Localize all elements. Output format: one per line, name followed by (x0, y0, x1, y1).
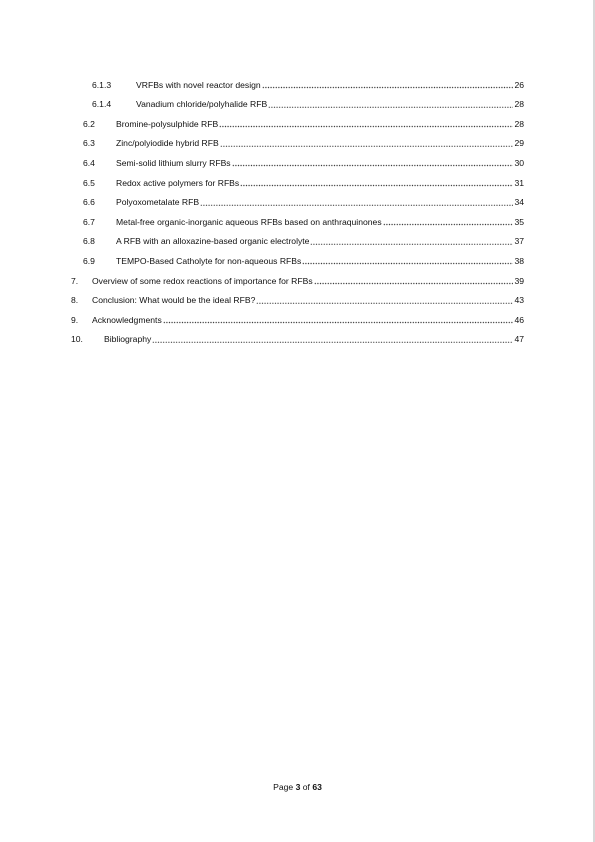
toc-entry-6-2[interactable] (71, 110, 524, 130)
toc-page-number: 43 (514, 295, 524, 306)
toc-title: Conclusion: What would be the ideal RFB? (92, 295, 256, 306)
dot-leader (240, 178, 513, 187)
dot-leader (200, 197, 513, 206)
dot-leader (219, 119, 513, 128)
dot-leader (302, 256, 513, 265)
table-of-contents (71, 71, 524, 345)
toc-title: Acknowledgments (92, 314, 162, 325)
toc-entry-6-4[interactable] (71, 149, 524, 169)
toc-page-number: 28 (514, 99, 524, 110)
toc-title: Overview of some redox reactions of importance for RFBs (92, 275, 313, 286)
toc-number: 8. (71, 295, 79, 306)
toc-number: 9. (71, 314, 79, 325)
toc-page-number: 26 (514, 79, 524, 90)
toc-number: 6.9 (83, 255, 95, 266)
toc-number: 6.7 (83, 216, 95, 227)
toc-title: A RFB with an alloxazine-based organic electrolyte (116, 236, 310, 247)
dot-leader (220, 138, 514, 147)
toc-number: 10. (71, 334, 83, 345)
dot-leader (232, 158, 514, 167)
toc-title: VRFBs with novel reactor design (136, 79, 261, 90)
toc-page-number: 37 (514, 236, 524, 247)
dot-leader (163, 315, 514, 324)
toc-entry-6-9[interactable] (71, 247, 524, 267)
toc-page-number: 31 (514, 177, 524, 188)
toc-page-number: 30 (514, 157, 524, 168)
dot-leader (383, 217, 514, 226)
footer-page-label: Page (273, 782, 294, 792)
toc-entry-6-1-3[interactable] (71, 71, 524, 91)
footer-total-pages: 63 (312, 782, 322, 792)
toc-title: TEMPO-Based Catholyte for non-aqueous RFBs (116, 255, 302, 266)
dot-leader (268, 99, 513, 108)
page-footer (0, 782, 595, 792)
toc-page-number: 34 (514, 197, 524, 208)
toc-entry-6-3[interactable] (71, 130, 524, 150)
toc-entry-10[interactable] (71, 326, 524, 346)
toc-title: Polyoxometalate RFB (116, 197, 200, 208)
toc-entry-7[interactable] (71, 267, 524, 287)
toc-number: 6.1.4 (92, 99, 112, 110)
toc-entry-6-8[interactable] (71, 228, 524, 248)
dot-leader (262, 80, 514, 89)
footer-of-label: of (302, 782, 310, 792)
toc-number: 6.1.3 (92, 79, 112, 90)
toc-page-number: 39 (514, 275, 524, 286)
toc-page-number: 29 (514, 138, 524, 149)
toc-title: Bromine-polysulphide RFB (116, 118, 219, 129)
toc-title: Semi-solid lithium slurry RFBs (116, 157, 231, 168)
toc-number: 6.8 (83, 236, 95, 247)
toc-page-number: 35 (514, 216, 524, 227)
footer-current-page: 3 (295, 782, 301, 792)
toc-title: Metal-free organic-inorganic aqueous RFBs based on anthraquinones (116, 216, 382, 227)
toc-title: Bibliography (104, 334, 152, 345)
dot-leader (152, 334, 513, 343)
toc-title: Zinc/polyiodide hybrid RFB (116, 138, 219, 149)
toc-entry-6-7[interactable] (71, 208, 524, 228)
toc-number: 7. (71, 275, 79, 286)
dot-leader (314, 276, 514, 285)
toc-number: 6.4 (83, 157, 95, 168)
toc-number: 6.5 (83, 177, 95, 188)
dot-leader (256, 295, 513, 304)
toc-title: Redox active polymers for RFBs (116, 177, 240, 188)
toc-number: 6.2 (83, 118, 95, 129)
toc-entry-8[interactable] (71, 287, 524, 307)
toc-page-number: 47 (514, 334, 524, 345)
toc-number: 6.6 (83, 197, 95, 208)
toc-page-number: 28 (514, 118, 524, 129)
toc-page-number: 46 (514, 314, 524, 325)
toc-title: Vanadium chloride/polyhalide RFB (136, 99, 268, 110)
dot-leader (310, 236, 513, 245)
toc-page-number: 38 (514, 255, 524, 266)
toc-number: 6.3 (83, 138, 95, 149)
toc-entry-6-6[interactable] (71, 189, 524, 209)
toc-entry-6-5[interactable] (71, 169, 524, 189)
toc-entry-9[interactable] (71, 306, 524, 326)
toc-entry-6-1-4[interactable] (71, 91, 524, 111)
